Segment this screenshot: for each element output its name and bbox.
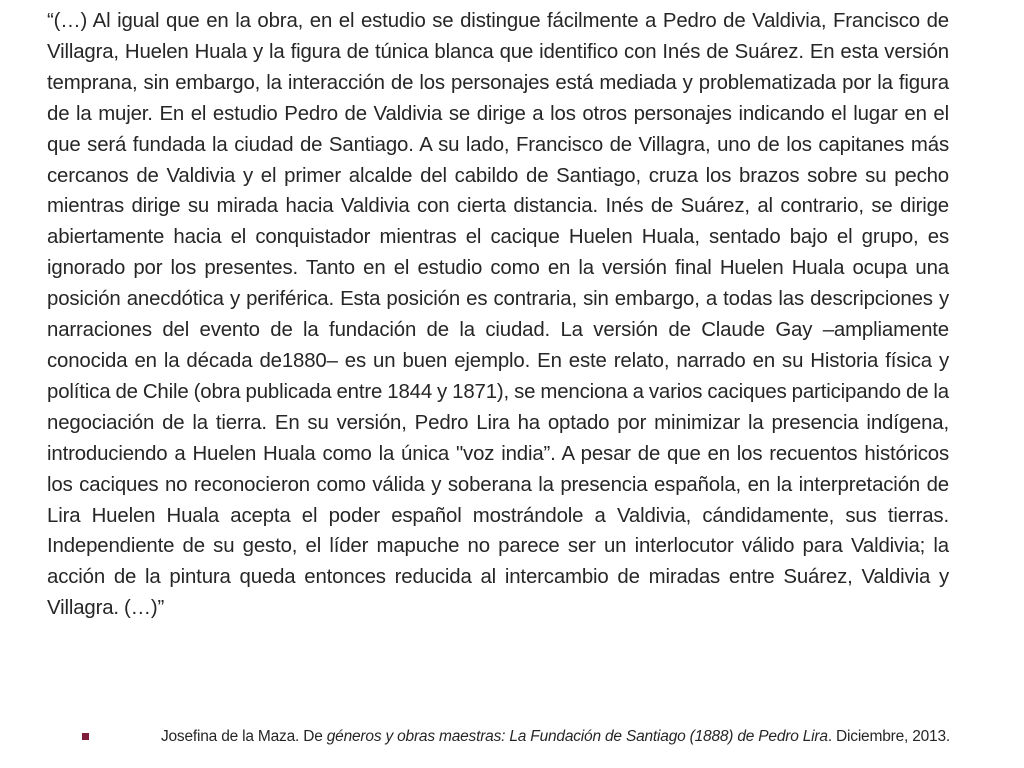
citation-text [112,727,950,747]
bullet-square-icon [82,733,89,740]
citation-title: géneros y obras maestras: La Fundación de Santiago (1888) de Pedro Lira [326,728,828,745]
quote-paragraph: “(…) Al igual que en la obra, en el estudio se distingue fácilmente a Pedro de Valdivia, Francisco de Villagra, Huelen Huala y la figura de túnica blanca que identifico con Inés de Suárez. En esta versión temprana, sin embargo, la interacción de los personajes está mediada y problematizada por la figura de la mujer. En el estudio Pedro de Valdivia se dirige a los otros personajes indicando el lugar en el que será fundada la ciudad de Santiago. A su lado, Francisco de Villagra, uno de los capitanes más cercanos de Valdivia y el primer alcalde del cabildo de Santiago, cruza los brazos sobre su pecho mientras dirige su mirada hacia Valdivia con cierta distancia. Inés de Suárez, al contrario, se dirige abiertamente hacia el conquistador mientras el cacique Huelen Huala, sentado bajo el grupo, es ignorado por los presentes. Tanto en el estudio como en la versión final Huelen Huala ocupa una posición anecdótica y periférica. Esta posición es contraria, sin embargo, a todas las descripciones y narraciones del evento de la fundación de la ciudad. La versión de Claude Gay –ampliamente conocida en la década de1880– es un buen ejemplo. En este relato, narrado en su Historia física y política de Chile (obra publicada entre 1844 y 1871), se menciona a varios caciques participando de la negociación de la tierra. En su versión, Pedro Lira ha optado por minimizar la presencia indígena, introduciendo a Huelen Huala como la única "voz india”. A pesar de que en los recuentos históricos los caciques no reconocieron como válida y soberana la presencia española, en la interpretación de Lira Huelen Huala acepta el poder español mostrándole a Valdivia, cándidamente, sus tierras. Independiente de su gesto, el líder mapuche no parece ser un interlocutor válido para Valdivia; la acción de la pintura queda entonces reducida al intercambio de miradas entre Suárez, Valdivia y Villagra. (…)” [47,10,949,620]
citation-author: Josefina de la Maza. De [160,728,327,745]
citation [82,727,950,747]
citation-date: . Diciembre, 2013. [827,728,950,745]
